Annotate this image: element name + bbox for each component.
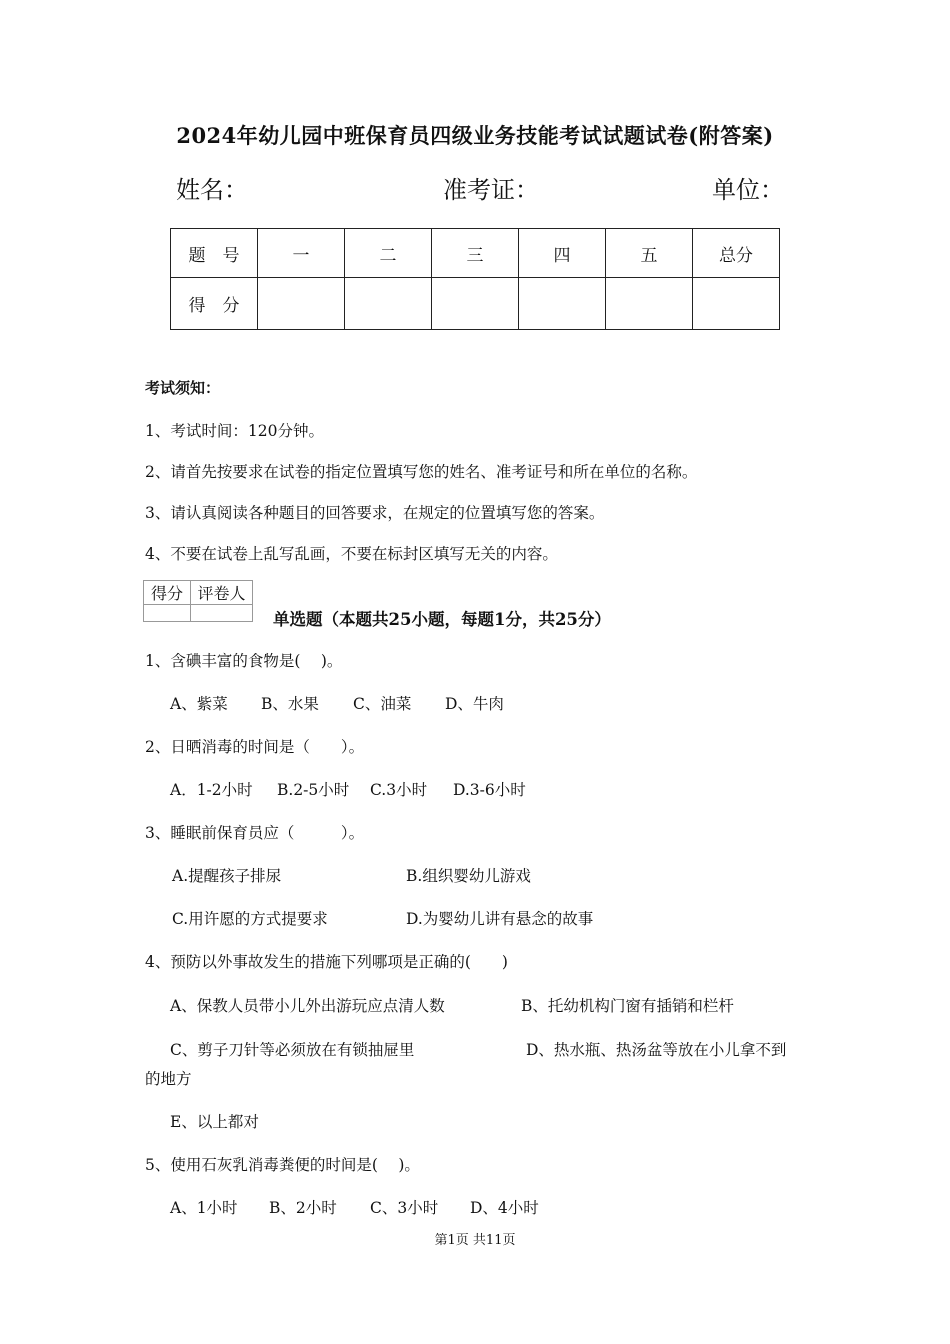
q4-option-a: A、保教人员带小儿外出游玩应点清人数 bbox=[170, 997, 445, 1015]
grader-score-cell[interactable] bbox=[144, 605, 191, 622]
score-table-header-cell: 一 bbox=[258, 229, 345, 278]
score-table-header-cell: 二 bbox=[345, 229, 432, 278]
score-table-score-row bbox=[171, 278, 780, 330]
page-title: 2024年幼儿园中班保育员四级业务技能考试试题试卷(附答案) bbox=[176, 123, 774, 148]
page-footer: 第1页 共11页 bbox=[434, 1233, 516, 1248]
q4-option-b: B、托幼机构门窗有插销和栏杆 bbox=[521, 997, 734, 1015]
name-field-label: 姓名： bbox=[176, 176, 248, 204]
unit-field-label: 单位： bbox=[712, 176, 784, 204]
grader-reviewer-label: 评卷人 bbox=[191, 581, 253, 605]
score-table bbox=[170, 228, 780, 330]
q4-option-c: C、剪子刀针等必须放在有锁抽屉里 bbox=[170, 1041, 415, 1059]
score-table-header-cell: 题 号 bbox=[171, 229, 258, 278]
q4-option-e: E、以上都对 bbox=[170, 1113, 259, 1131]
notice-item: 4、不要在试卷上乱写乱画，不要在标封区填写无关的内容。 bbox=[145, 545, 558, 563]
q2-option-d: D.3-6小时 bbox=[453, 781, 526, 799]
score-cell[interactable] bbox=[345, 278, 432, 330]
section-title: 单选题（本题共25小题，每题1分，共25分） bbox=[273, 610, 611, 629]
grader-box bbox=[143, 580, 253, 622]
q5-option-c: C、3小时 bbox=[370, 1199, 439, 1217]
q2-option-c: C.3小时 bbox=[370, 781, 428, 799]
q1-option-d: D、牛肉 bbox=[445, 695, 504, 713]
notice-item: 2、请首先按要求在试卷的指定位置填写您的姓名、准考证号和所在单位的名称。 bbox=[145, 463, 698, 481]
q3-option-b: B.组织婴幼儿游戏 bbox=[406, 867, 531, 885]
notice-item: 3、请认真阅读各种题目的回答要求，在规定的位置填写您的答案。 bbox=[145, 504, 605, 522]
q1-option-a: A、紫菜 bbox=[170, 695, 228, 713]
score-cell[interactable] bbox=[693, 278, 780, 330]
score-row-label: 得 分 bbox=[171, 278, 258, 330]
score-table-header-cell: 四 bbox=[519, 229, 606, 278]
q1-option-b: B、水果 bbox=[261, 695, 319, 713]
score-cell[interactable] bbox=[432, 278, 519, 330]
question-2: 2、日晒消毒的时间是（ ）。 bbox=[145, 738, 365, 756]
score-table-header-cell: 总分 bbox=[693, 229, 780, 278]
q3-option-c: C.用许愿的方式提要求 bbox=[172, 910, 328, 928]
q5-option-b: B、2小时 bbox=[269, 1199, 337, 1217]
score-table-header-cell: 五 bbox=[606, 229, 693, 278]
question-5: 5、使用石灰乳消毒粪便的时间是( )。 bbox=[145, 1156, 420, 1174]
grader-reviewer-cell[interactable] bbox=[191, 605, 253, 622]
q2-option-a: A．1-2小时 bbox=[170, 781, 253, 799]
q1-option-c: C、油菜 bbox=[353, 695, 412, 713]
score-cell[interactable] bbox=[258, 278, 345, 330]
q2-option-b: B.2-5小时 bbox=[277, 781, 350, 799]
q3-option-d: D.为婴幼儿讲有悬念的故事 bbox=[406, 910, 594, 928]
notice-item: 1、考试时间：120分钟。 bbox=[145, 422, 324, 440]
q5-option-d: D、4小时 bbox=[470, 1199, 539, 1217]
q3-option-a: A.提醒孩子排尿 bbox=[172, 867, 282, 885]
q4-option-d: D、热水瓶、热汤盆等放在小儿拿不到 bbox=[526, 1041, 787, 1059]
q5-option-a: A、1小时 bbox=[170, 1199, 238, 1217]
question-3: 3、睡眠前保育员应（ ）。 bbox=[145, 824, 365, 842]
notice-heading: 考试须知： bbox=[145, 379, 221, 397]
grader-score-label: 得分 bbox=[144, 581, 191, 605]
score-table-header-cell: 三 bbox=[432, 229, 519, 278]
question-1: 1、含碘丰富的食物是( )。 bbox=[145, 652, 343, 670]
question-4: 4、预防以外事故发生的措施下列哪项是正确的( ) bbox=[145, 953, 508, 971]
q4-option-d-continued: 的地方 bbox=[145, 1070, 192, 1088]
score-cell[interactable] bbox=[606, 278, 693, 330]
score-table-header-row bbox=[171, 229, 780, 278]
exam-number-field-label: 准考证： bbox=[443, 176, 539, 204]
score-cell[interactable] bbox=[519, 278, 606, 330]
